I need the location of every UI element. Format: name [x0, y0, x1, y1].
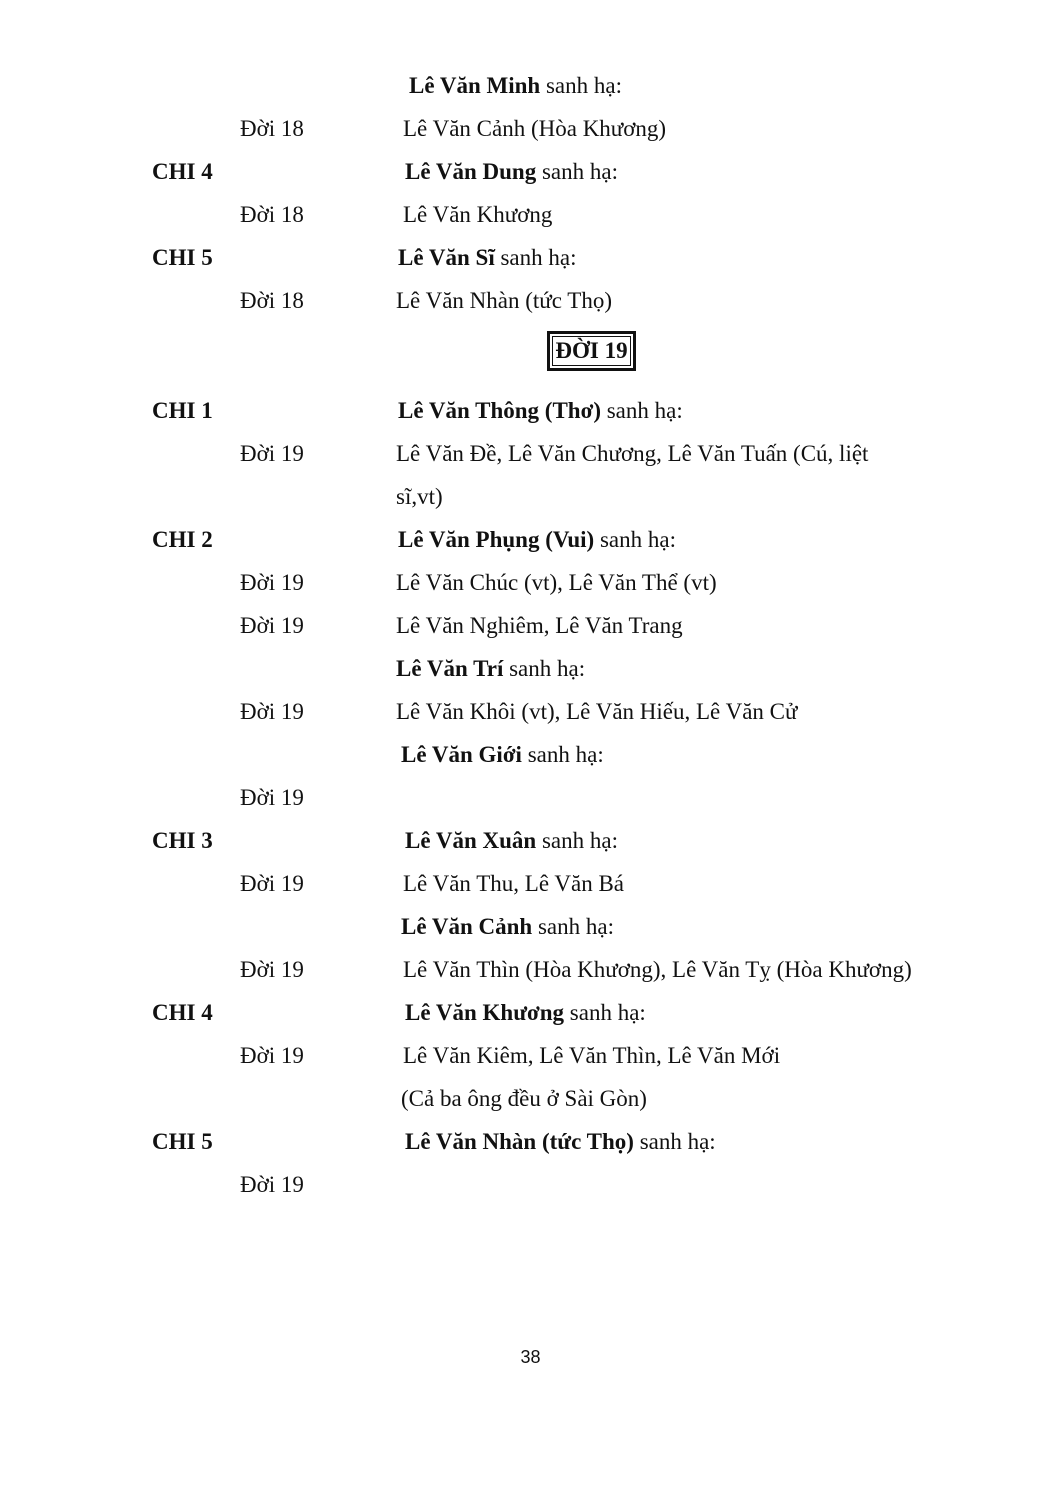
chi-label: CHI 4	[152, 1000, 213, 1025]
sanh-ha-label: sanh hạ:	[536, 159, 618, 184]
branch-parent-line	[405, 158, 618, 186]
children-list: Lê Văn Chúc (vt), Lê Văn Thể (vt)	[396, 570, 717, 595]
generation-label: Đời 18	[240, 288, 304, 313]
generation-label: Đời 19	[240, 699, 304, 724]
children-list: Lê Văn Thu, Lê Văn Bá	[403, 871, 625, 896]
branch-parent-line	[405, 1128, 716, 1156]
sanh-ha-label: sanh hạ:	[633, 1129, 716, 1154]
sanh-ha-label: sanh hạ:	[494, 245, 577, 270]
chi-label: CHI 5	[152, 1129, 213, 1154]
branch-parent-line	[398, 397, 683, 425]
children-list: Lê Văn Kiêm, Lê Văn Thìn, Lê Văn Mới	[403, 1043, 781, 1068]
chi-label: CHI 4	[152, 159, 213, 184]
generation-label: Đời 19	[240, 570, 304, 595]
sanh-ha-label: sanh hạ:	[564, 1000, 646, 1025]
parent-name: Lê Văn Trí	[396, 656, 504, 681]
children-note: (Cả ba ông đều ở Sài Gòn)	[401, 1086, 647, 1111]
sanh-ha-label: sanh hạ:	[521, 742, 604, 767]
parent-name: Lê Văn Sĩ	[398, 245, 495, 270]
generation-label: Đời 19	[240, 785, 304, 810]
parent-name: Lê Văn Minh	[409, 73, 541, 98]
generation-heading	[547, 331, 636, 371]
page-number: 38	[520, 1347, 541, 1367]
generation-heading-text: ĐỜI 19	[552, 336, 631, 366]
children-list: Lê Văn Khương	[403, 202, 553, 227]
parent-name: Lê Văn Dung	[405, 159, 537, 184]
branch-parent-line	[401, 913, 614, 941]
parent-name: Lê Văn Nhàn (tức Thọ)	[405, 1129, 634, 1154]
children-list: Lê Văn Thìn (Hòa Khương), Lê Văn Tỵ (Hòa Khương)	[403, 957, 912, 982]
children-list: Lê Văn Đề, Lê Văn Chương, Lê Văn Tuấn (Cú, liệt	[396, 441, 869, 466]
generation-label: Đời 18	[240, 116, 304, 141]
children-list: Lê Văn Nhàn (tức Thọ)	[396, 288, 612, 313]
branch-parent-line	[405, 827, 618, 855]
branch-parent-line	[398, 526, 676, 554]
generation-label: Đời 19	[240, 441, 304, 466]
parent-name: Lê Văn Xuân	[405, 828, 537, 853]
generation-label: Đời 19	[240, 613, 304, 638]
chi-label: CHI 5	[152, 245, 213, 270]
generation-label: Đời 19	[240, 957, 304, 982]
sanh-ha-label: sanh hạ:	[532, 914, 614, 939]
children-list-continuation: sĩ,vt)	[396, 484, 443, 509]
parent-name: Lê Văn Giới	[401, 742, 522, 767]
parent-name: Lê Văn Cảnh	[401, 914, 533, 939]
chi-label: CHI 2	[152, 527, 213, 552]
sanh-ha-label: sanh hạ:	[600, 398, 683, 423]
sanh-ha-label: sanh hạ:	[594, 527, 676, 552]
children-list: Lê Văn Khôi (vt), Lê Văn Hiếu, Lê Văn Cử	[396, 699, 798, 724]
sanh-ha-label: sanh hạ:	[540, 73, 622, 98]
parent-name: Lê Văn Thông (Thơ)	[398, 398, 601, 423]
branch-parent-line	[398, 244, 576, 272]
branch-parent-line	[396, 655, 585, 683]
sanh-ha-label: sanh hạ:	[503, 656, 586, 681]
sanh-ha-label: sanh hạ:	[536, 828, 618, 853]
generation-label: Đời 18	[240, 202, 304, 227]
branch-parent-line	[401, 741, 604, 769]
branch-parent-line	[405, 999, 646, 1027]
chi-label: CHI 1	[152, 398, 213, 423]
chi-label: CHI 3	[152, 828, 213, 853]
generation-label: Đời 19	[240, 871, 304, 896]
generation-label: Đời 19	[240, 1043, 304, 1068]
children-list: Lê Văn Cảnh (Hòa Khương)	[403, 116, 667, 141]
branch-parent-line	[409, 72, 622, 100]
generation-label: Đời 19	[240, 1172, 304, 1197]
children-list: Lê Văn Nghiêm, Lê Văn Trang	[396, 613, 683, 638]
parent-name: Lê Văn Phụng (Vui)	[398, 527, 595, 552]
parent-name: Lê Văn Khương	[405, 1000, 565, 1025]
